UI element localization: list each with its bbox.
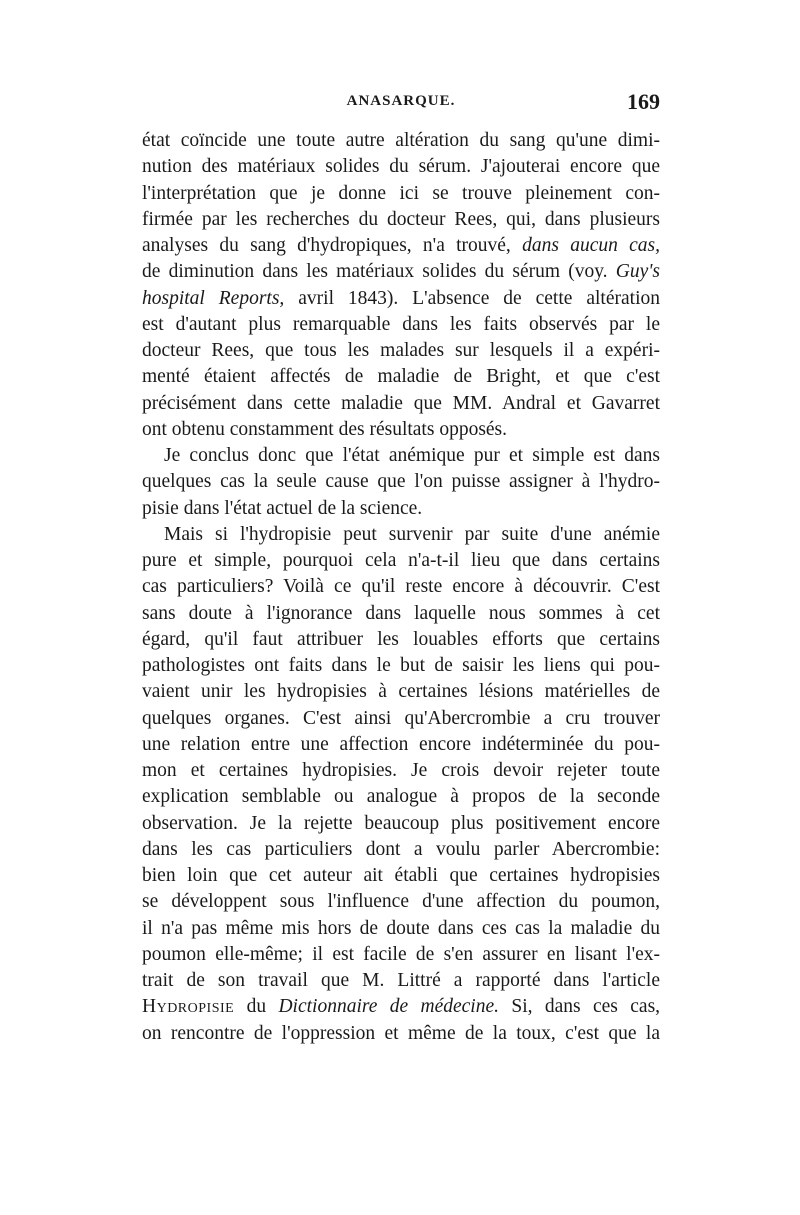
italic-text: Dictionnaire de médecine.	[278, 996, 500, 1018]
text-line: est d'autant plus remarquable dans les faits observés par le	[142, 313, 660, 335]
text-line: trait de son travail que M. Littré a rapporté dans l'article	[142, 970, 660, 991]
small-caps-text: Hydropisie	[142, 996, 235, 1018]
text-line: observation. Je la rejette beaucoup plus positivement encore	[142, 812, 660, 834]
text-segment: avril 1843). L'absence de cette altération	[298, 287, 660, 309]
text-line: une relation entre une affection encore indéterminée du pou-	[142, 733, 660, 755]
text-line: explication semblable ou analogue à propos de la seconde	[142, 786, 660, 808]
text-segment: Si, dans ces cas,	[511, 996, 660, 1018]
text-line: pathologistes ont faits dans le but de saisir les liens qui pou-	[142, 655, 660, 676]
page-number: 169	[627, 89, 660, 114]
text-line: ont obtenu constamment des résultats opposés.	[142, 418, 508, 440]
text-line: Je conclus donc que l'état anémique pur et simple est dans	[164, 445, 660, 466]
text-line: l'interprétation que je donne ici se trouve pleinement con-	[142, 182, 660, 204]
text-line: firmée par les recherches du docteur Rees, qui, dans plusieurs	[142, 208, 660, 230]
text-line: dans les cas particuliers dont a voulu parler Abercrombie:	[142, 838, 660, 860]
text-line: vaient unir les hydropisies à certaines lésions matérielles de	[142, 681, 660, 703]
text-line: quelques cas la seule cause que l'on puisse assigner à l'hydro-	[142, 471, 660, 493]
text-line: mon et certaines hydropisies. Je crois devoir rejeter toute	[142, 760, 660, 781]
page-header	[142, 89, 660, 119]
text-segment: du	[246, 996, 267, 1018]
text-line: se développent sous l'influence d'une affection du poumon,	[142, 891, 660, 913]
text-line	[142, 233, 660, 259]
italic-text: dans aucun cas,	[522, 235, 660, 256]
text-line	[142, 994, 660, 1020]
text-line: Mais si l'hydropisie peut survenir par suite d'une anémie	[164, 523, 660, 545]
text-line: précisément dans cette maladie que MM. Andral et Gavarret	[142, 392, 660, 414]
text-line	[142, 286, 660, 312]
text-line: nution des matériaux solides du sérum. J'ajouterai encore que	[142, 156, 660, 178]
text-line: pisie dans l'état actuel de la science.	[142, 497, 423, 519]
text-line: il n'a pas même mis hors de doute dans ces cas la maladie du	[142, 917, 660, 939]
text-line: docteur Rees, que tous les malades sur lesquels il a expéri-	[142, 340, 660, 361]
text-line: égard, qu'il faut attribuer les louables efforts que certains	[142, 628, 660, 650]
text-line: cas particuliers? Voilà ce qu'il reste encore à découvrir. C'est	[142, 576, 660, 598]
text-line: menté étaient affectés de maladie de Bright, et que c'est	[142, 366, 660, 388]
text-line: quelques organes. C'est ainsi qu'Abercrombie a cru trouver	[142, 707, 660, 729]
italic-text: hospital Reports,	[142, 287, 285, 309]
text-segment: de diminution dans les matériaux solides du sérum (voy.	[142, 261, 608, 283]
text-line: état coïncide une toute autre altération du sang qu'une dimi-	[142, 130, 660, 151]
text-line: on rencontre de l'oppression et même de la toux, c'est que la	[142, 1022, 660, 1044]
text-line: bien loin que cet auteur ait établi que certaines hydropisies	[142, 865, 660, 886]
body-text	[142, 128, 660, 1047]
text-line: sans doute à l'ignorance dans laquelle nous sommes à cet	[142, 602, 660, 624]
running-head: ANASARQUE.	[346, 93, 456, 109]
text-segment: analyses du sang d'hydropiques, n'a trouvé,	[142, 235, 511, 256]
text-line: pure et simple, pourquoi cela n'a-t-il lieu que dans certains	[142, 550, 660, 571]
text-line	[142, 259, 660, 285]
text-line: poumon elle-même; il est facile de s'en assurer en lisant l'ex-	[142, 943, 660, 965]
italic-text: Guy's	[615, 261, 660, 283]
